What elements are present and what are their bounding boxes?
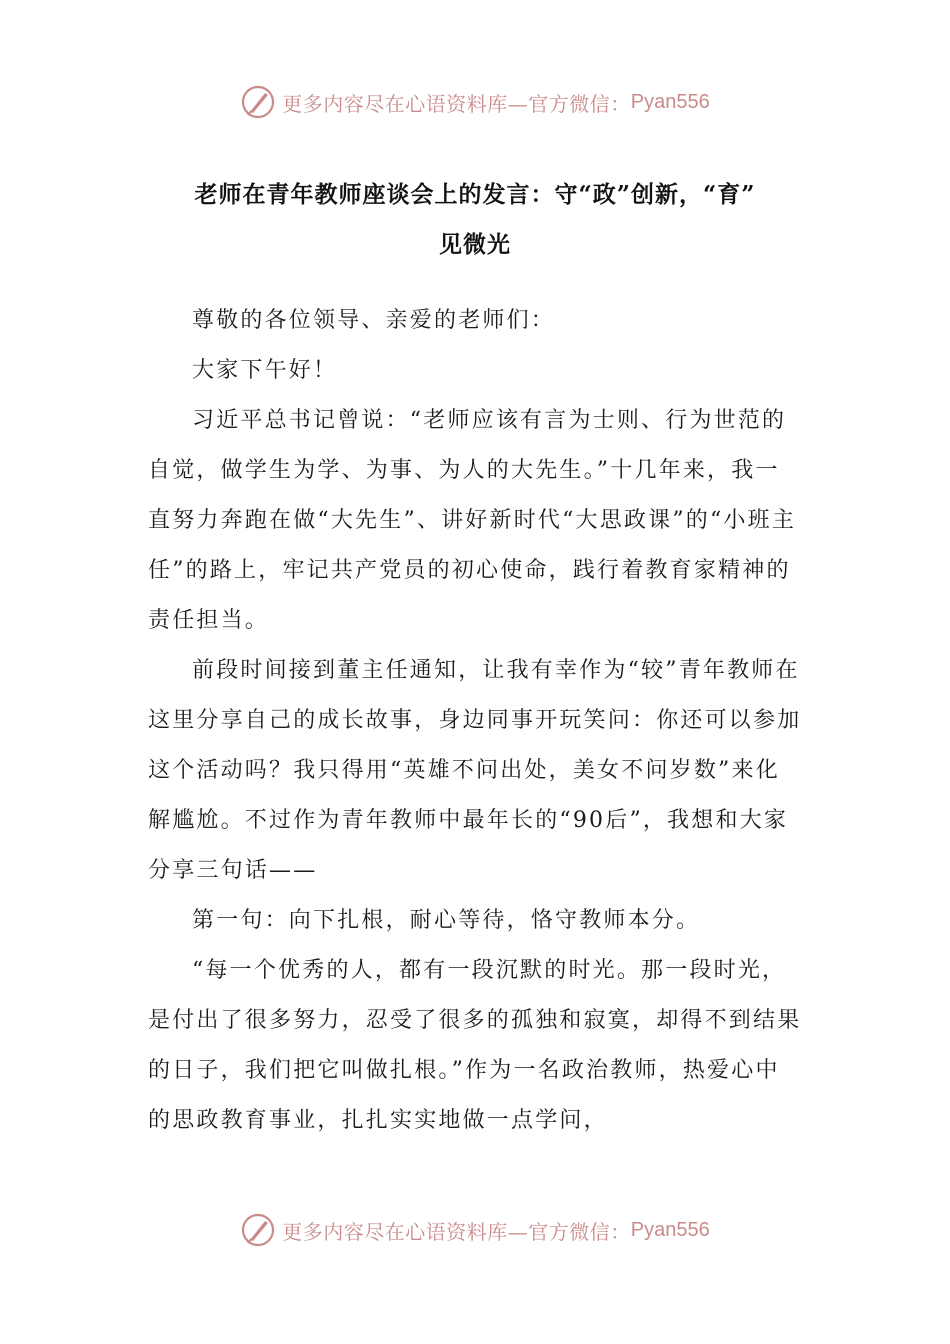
document-body: [148, 296, 802, 1146]
paragraph: “每一个优秀的人，都有一段沉默的时光。那一段时光，是付出了很多努力，忍受了很多的孤独和寂寞，却得不到结果的日子，我们把它叫做扎根。”作为一名政治教师，热爱心中的思政教育事业，扎扎实实地做一点学问，: [148, 958, 802, 1133]
quill-logo-icon: [240, 1212, 276, 1248]
paragraph: 大家下午好！: [192, 358, 338, 383]
watermark-id: Pyan556: [630, 1218, 710, 1241]
document-title: [148, 170, 802, 270]
watermark-text: 更多内容尽在心语资料库—官方微信：: [282, 91, 631, 116]
quill-logo-icon: [240, 84, 276, 120]
watermark-text: 更多内容尽在心语资料库—官方微信：: [282, 1219, 631, 1244]
title-line-1: 老师在青年教师座谈会上的发言：守“政”创新，“育”: [194, 181, 756, 208]
watermark-id: Pyan556: [630, 90, 710, 113]
footer-watermark: [0, 1208, 950, 1252]
title-line-2: 见微光: [439, 231, 511, 258]
paragraph: 习近平总书记曾说：“老师应该有言为士则、行为世范的自觉，做学生为学、为事、为人的大先生。”十几年来，我一直努力奔跑在做“大先生”、讲好新时代“大思政课”的“小班主任”的路上，牢记共产党员的初心使命，践行着教育家精神的责任担当。: [148, 408, 797, 633]
paragraph: 前段时间接到董主任通知，让我有幸作为“较”青年教师在这里分享自己的成长故事，身边同事开玩笑问：你还可以参加这个活动吗？我只得用“英雄不问出处，美女不问岁数”来化解尴尬。不过作为青年教师中最年长的“90后”，我想和大家分享三句话——: [148, 658, 802, 883]
paragraph: 第一句：向下扎根，耐心等待，恪守教师本分。: [192, 908, 701, 933]
header-watermark: [0, 80, 950, 124]
paragraph: 尊敬的各位领导、亲爱的老师们：: [192, 308, 556, 333]
